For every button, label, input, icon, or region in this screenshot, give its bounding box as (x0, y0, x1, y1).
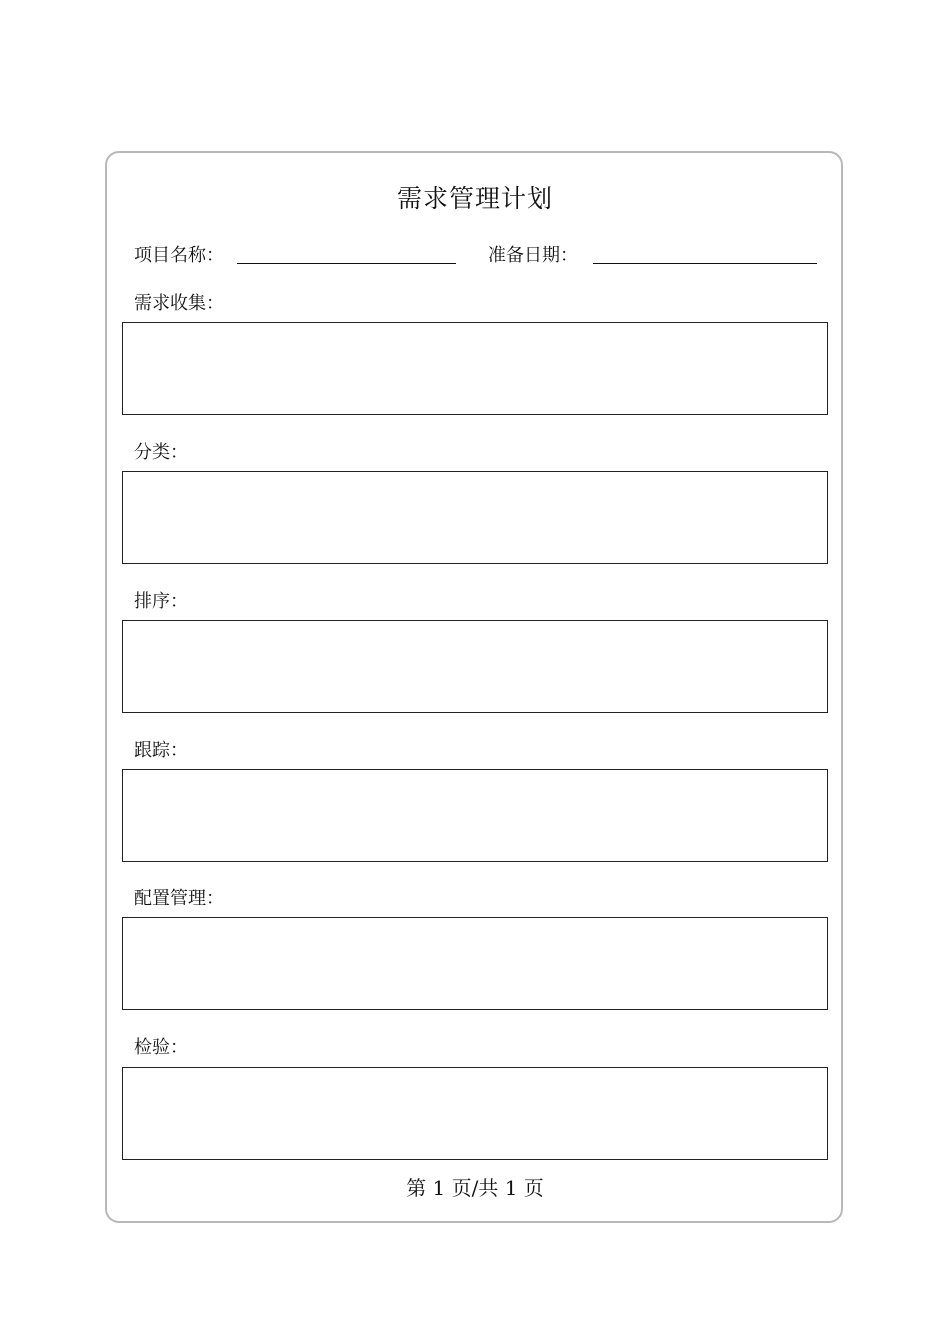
page-title: 需求管理计划 (396, 184, 553, 213)
section-label-tracking: 跟踪： (134, 740, 188, 761)
section-label-collection: 需求收集： (134, 293, 224, 314)
prep-date-field[interactable] (593, 263, 817, 264)
section-box-tracking[interactable] (122, 769, 828, 862)
section-label-verification: 检验： (134, 1037, 188, 1058)
section-box-prioritization[interactable] (122, 620, 828, 713)
section-box-configuration[interactable] (122, 917, 828, 1010)
section-box-classification[interactable] (122, 471, 828, 564)
project-name-label: 项目名称： (134, 245, 224, 266)
project-name-field[interactable] (237, 263, 456, 264)
section-label-classification: 分类： (134, 442, 188, 463)
prep-date-label: 准备日期： (488, 245, 578, 266)
page-footer: 第 1 页/共 1 页 (406, 1176, 544, 1200)
section-box-verification[interactable] (122, 1067, 828, 1160)
section-label-configuration: 配置管理： (134, 888, 224, 909)
section-box-collection[interactable] (122, 322, 828, 415)
section-label-prioritization: 排序： (134, 591, 188, 612)
